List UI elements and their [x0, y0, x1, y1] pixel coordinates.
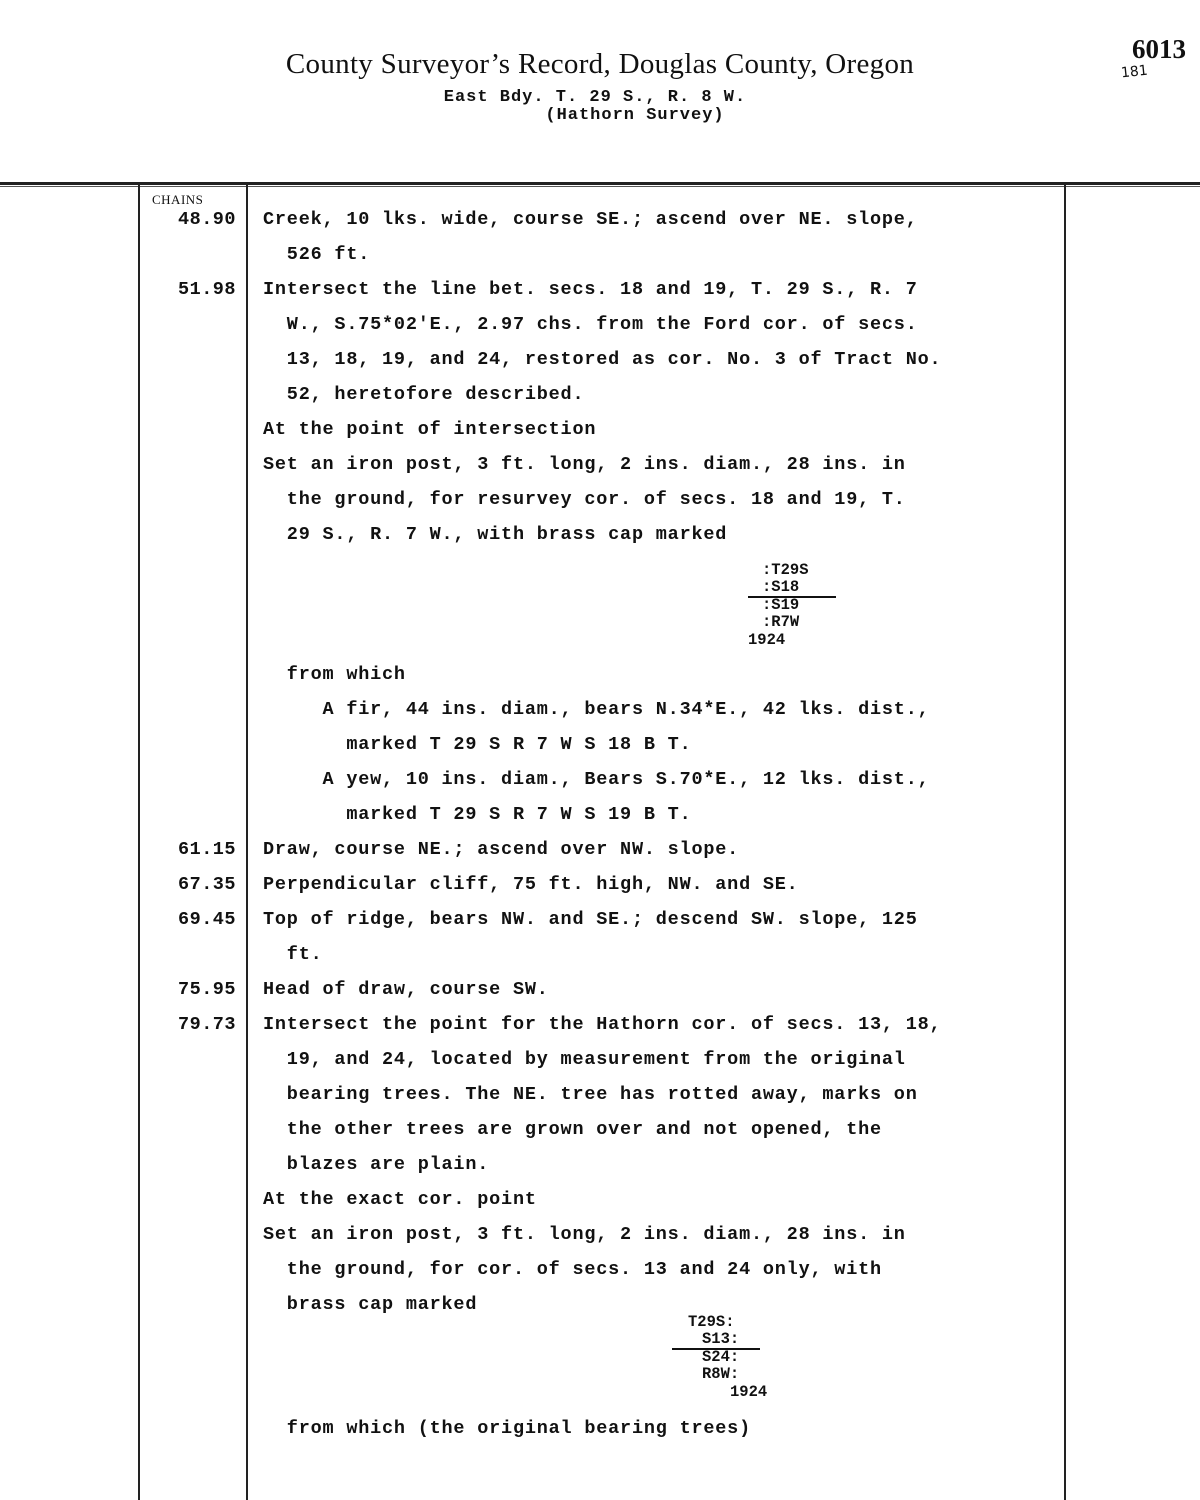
record-line: 526 ft. — [263, 244, 371, 265]
record-line: the other trees are grown over and not opened, the — [263, 1119, 882, 1140]
chains-value: 75.95 — [177, 979, 236, 1000]
record-line: Set an iron post, 3 ft. long, 2 ins. diam., 28 ins. in — [263, 454, 906, 475]
record-line: A fir, 44 ins. diam., bears N.34*E., 42 lks. dist., — [263, 699, 930, 720]
record-line: from which (the original bearing trees) — [263, 1418, 751, 1439]
record-line: marked T 29 S R 7 W S 18 B T. — [263, 734, 692, 755]
cap-year: 1924 — [748, 631, 786, 649]
record-line: 19, and 24, located by measurement from the original — [263, 1049, 906, 1070]
record-line: marked T 29 S R 7 W S 19 B T. — [263, 804, 692, 825]
boundary-subtitle: East Bdy. T. 29 S., R. 8 W. — [443, 88, 747, 107]
record-line: the ground, for cor. of secs. 13 and 24 only, with — [263, 1259, 882, 1280]
record-line: the ground, for resurvey cor. of secs. 18 and 19, T. — [263, 489, 906, 510]
record-line: A yew, 10 ins. diam., Bears S.70*E., 12 lks. dist., — [263, 769, 930, 790]
chains-value: 69.45 — [177, 909, 236, 930]
top-rule — [0, 182, 1200, 185]
record-line: brass cap marked — [263, 1294, 478, 1315]
chains-value: 61.15 — [177, 839, 236, 860]
record-line: from which — [263, 664, 406, 685]
survey-subtitle: (Hathorn Survey) — [545, 106, 725, 125]
cap-year: 1924 — [730, 1383, 768, 1401]
record-line: blazes are plain. — [263, 1154, 490, 1175]
chains-value: 67.35 — [177, 874, 236, 895]
record-line: 13, 18, 19, and 24, restored as cor. No. 3 of Tract No. — [263, 349, 942, 370]
page-number: 6013 — [1132, 34, 1186, 64]
handwritten-annotation: 181 — [1120, 62, 1149, 82]
cap-line: :R7W — [762, 613, 800, 631]
record-line: At the exact cor. point — [263, 1189, 537, 1210]
top-rule-thin — [0, 186, 1200, 187]
chains-value: 51.98 — [177, 279, 236, 300]
cap-line: R8W: — [702, 1365, 740, 1383]
record-line: W., S.75*02'E., 2.97 chs. from the Ford cor. of secs. — [263, 314, 918, 335]
chains-value: 48.90 — [177, 209, 236, 230]
record-line: Head of draw, course SW. — [263, 979, 549, 1000]
chains-value: 79.73 — [177, 1014, 236, 1035]
record-line: Perpendicular cliff, 75 ft. high, NW. and SE. — [263, 874, 799, 895]
cap-line: :T29S — [762, 561, 809, 579]
cap-line: :S18 — [762, 578, 800, 596]
record-line: Creek, 10 lks. wide, course SE.; ascend over NE. slope, — [263, 209, 918, 230]
cap-line: S13: — [702, 1330, 740, 1348]
chains-column-rule — [246, 183, 248, 1500]
record-line: bearing trees. The NE. tree has rotted away, marks on — [263, 1084, 918, 1105]
record-line: Draw, course NE.; ascend over NW. slope. — [263, 839, 740, 860]
cap-line: :S19 — [762, 596, 800, 614]
cap-line: S24: — [702, 1348, 740, 1366]
cap-line: T29S: — [688, 1313, 735, 1331]
record-line: Intersect the line bet. secs. 18 and 19, T. 29 S., R. 7 — [263, 279, 918, 300]
record-title: County Surveyor’s Record, Douglas County, Oregon — [285, 48, 915, 80]
record-line: At the point of intersection — [263, 419, 597, 440]
record-line: Top of ridge, bears NW. and SE.; descend SW. slope, 125 — [263, 909, 918, 930]
chains-header: CHAINS — [152, 192, 204, 207]
record-line: Intersect the point for the Hathorn cor. of secs. 13, 18, — [263, 1014, 942, 1035]
record-line: 29 S., R. 7 W., with brass cap marked — [263, 524, 728, 545]
right-column-rule — [1064, 183, 1066, 1500]
record-line: ft. — [263, 944, 323, 965]
record-line: 52, heretofore described. — [263, 384, 585, 405]
record-line: Set an iron post, 3 ft. long, 2 ins. diam., 28 ins. in — [263, 1224, 906, 1245]
